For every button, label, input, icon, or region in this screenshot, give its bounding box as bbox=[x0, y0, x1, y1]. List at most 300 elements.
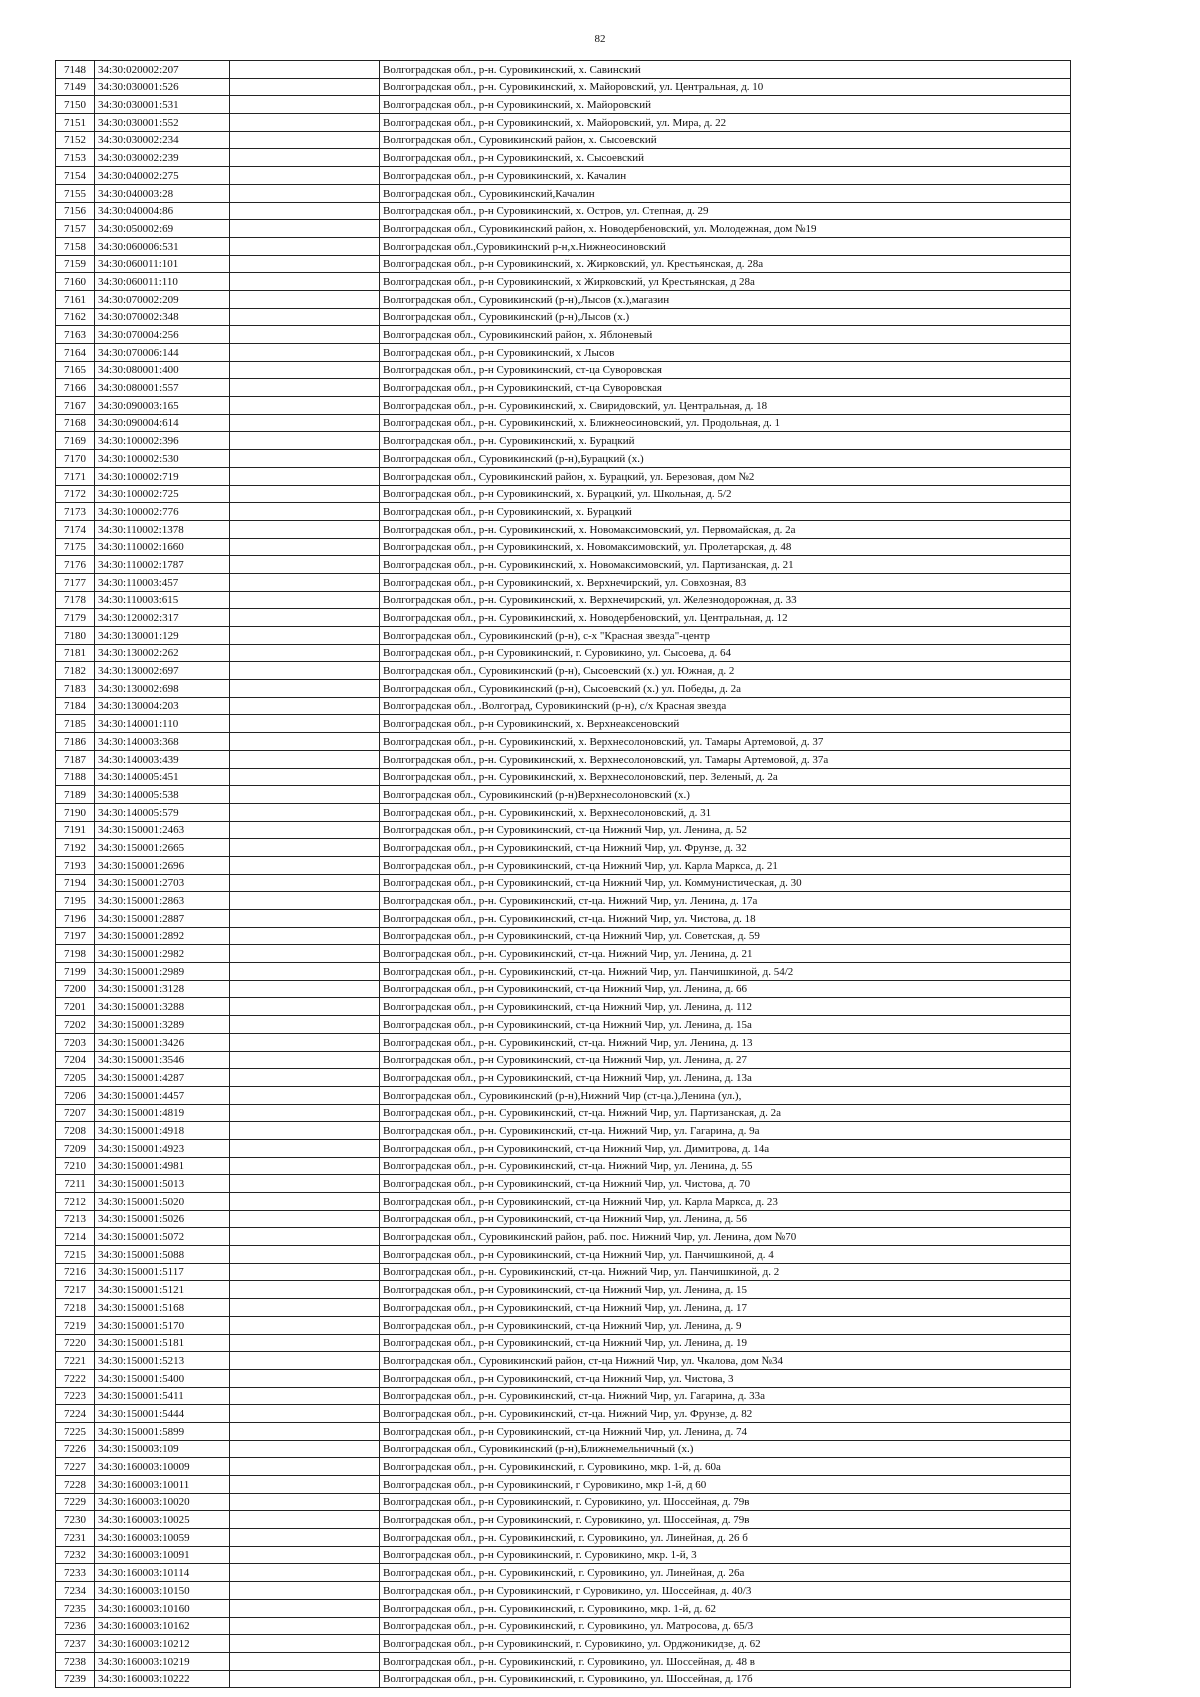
row-number-cell: 7153 bbox=[56, 149, 95, 167]
row-number-cell: 7203 bbox=[56, 1033, 95, 1051]
cadastral-number-cell: 34:30:150001:2696 bbox=[95, 856, 230, 874]
empty-cell bbox=[230, 573, 380, 591]
address-cell: Волгоградская обл., р-н Суровикинский, х. Верхнечирский, ул. Совхозная, 83 bbox=[380, 573, 1071, 591]
address-cell: Волгоградская обл., р-н Суровикинский, х. Майоровский bbox=[380, 96, 1071, 114]
table-row bbox=[56, 503, 1071, 521]
empty-cell bbox=[230, 1033, 380, 1051]
empty-cell bbox=[230, 1405, 380, 1423]
empty-cell bbox=[230, 821, 380, 839]
table-row bbox=[56, 114, 1071, 132]
cadastral-number-cell: 34:30:110002:1378 bbox=[95, 520, 230, 538]
address-cell: Волгоградская обл., р-н Суровикинский, ст-ца Нижний Чир, ул. Советская, д. 59 bbox=[380, 927, 1071, 945]
cadastral-number-cell: 34:30:070002:209 bbox=[95, 290, 230, 308]
address-cell: Волгоградская обл., р-н Суровикинский, ст-ца Нижний Чир, ул. Ленина, д. 112 bbox=[380, 998, 1071, 1016]
empty-cell bbox=[230, 503, 380, 521]
address-cell: Волгоградская обл., р-н. Суровикинский, г. Суровикино, мкр. 1-й, д. 60а bbox=[380, 1458, 1071, 1476]
empty-cell bbox=[230, 467, 380, 485]
table-row bbox=[56, 1582, 1071, 1600]
table-row bbox=[56, 1316, 1071, 1334]
address-cell: Волгоградская обл., р-н. Суровикинский, ст-ца. Нижний Чир, ул. Ленина, д. 21 bbox=[380, 945, 1071, 963]
row-number-cell: 7217 bbox=[56, 1281, 95, 1299]
address-cell: Волгоградская обл., р-н Суровикинский, ст-ца Нижний Чир, ул. Карла Маркса, д. 21 bbox=[380, 856, 1071, 874]
row-number-cell: 7192 bbox=[56, 839, 95, 857]
address-cell: Волгоградская обл., р-н Суровикинский, х Жирковский, ул Крестьянская, д 28а bbox=[380, 273, 1071, 291]
table-row bbox=[56, 697, 1071, 715]
address-cell: Волгоградская обл., р-н. Суровикинский, х. Верхнесолоновский, пер. Зеленый, д. 2а bbox=[380, 768, 1071, 786]
cadastral-number-cell: 34:30:050002:69 bbox=[95, 220, 230, 238]
row-number-cell: 7173 bbox=[56, 503, 95, 521]
address-cell: Волгоградская обл., р-н. Суровикинский, х. Савинский bbox=[380, 61, 1071, 79]
address-cell: Волгоградская обл., Суровикинский район, х. Яблоневый bbox=[380, 326, 1071, 344]
table-row bbox=[56, 1652, 1071, 1670]
cadastral-number-cell: 34:30:150001:2892 bbox=[95, 927, 230, 945]
empty-cell bbox=[230, 1334, 380, 1352]
empty-cell bbox=[230, 1599, 380, 1617]
table-row bbox=[56, 1670, 1071, 1688]
row-number-cell: 7170 bbox=[56, 450, 95, 468]
address-cell: Волгоградская обл., р-н Суровикинский, х Лысов bbox=[380, 344, 1071, 362]
row-number-cell: 7157 bbox=[56, 220, 95, 238]
empty-cell bbox=[230, 910, 380, 928]
cadastral-number-cell: 34:30:150001:4981 bbox=[95, 1157, 230, 1175]
cadastral-number-cell: 34:30:020002:207 bbox=[95, 61, 230, 79]
address-cell: Волгоградская обл., р-н. Суровикинский, г. Суровикино, ул. Линейная, д. 26а bbox=[380, 1564, 1071, 1582]
empty-cell bbox=[230, 1476, 380, 1494]
row-number-cell: 7197 bbox=[56, 927, 95, 945]
cadastral-number-cell: 34:30:160003:10091 bbox=[95, 1546, 230, 1564]
table-row bbox=[56, 662, 1071, 680]
row-number-cell: 7207 bbox=[56, 1104, 95, 1122]
address-cell: Волгоградская обл., р-н. Суровикинский, ст-ца. Нижний Чир, ул. Ленина, д. 17а bbox=[380, 892, 1071, 910]
row-number-cell: 7204 bbox=[56, 1051, 95, 1069]
address-cell: Волгоградская обл., р-н. Суровикинский, ст-ца. Нижний Чир, ул. Панчишкиной, д. 54/2 bbox=[380, 963, 1071, 981]
empty-cell bbox=[230, 856, 380, 874]
cadastral-number-cell: 34:30:130001:129 bbox=[95, 627, 230, 645]
table-row bbox=[56, 609, 1071, 627]
cadastral-number-cell: 34:30:160003:10011 bbox=[95, 1476, 230, 1494]
address-cell: Волгоградская обл., р-н. Суровикинский, х. Ближнеосиновский, ул. Продольная, д. 1 bbox=[380, 414, 1071, 432]
address-cell: Волгоградская обл., р-н Суровикинский, ст-ца Суворовская bbox=[380, 379, 1071, 397]
registry-body bbox=[56, 61, 1071, 1688]
table-row bbox=[56, 963, 1071, 981]
table-row bbox=[56, 591, 1071, 609]
cadastral-number-cell: 34:30:150001:5020 bbox=[95, 1193, 230, 1211]
empty-cell bbox=[230, 255, 380, 273]
cadastral-number-cell: 34:30:150001:5170 bbox=[95, 1316, 230, 1334]
table-row bbox=[56, 874, 1071, 892]
cadastral-number-cell: 34:30:030002:234 bbox=[95, 131, 230, 149]
table-row bbox=[56, 308, 1071, 326]
row-number-cell: 7213 bbox=[56, 1210, 95, 1228]
address-cell: Волгоградская обл., р-н Суровикинский, г Суровикино, ул. Шоссейная, д. 40/3 bbox=[380, 1582, 1071, 1600]
cadastral-number-cell: 34:30:150001:4918 bbox=[95, 1122, 230, 1140]
address-cell: Волгоградская обл., р-н Суровикинский, х. Остров, ул. Степная, д. 29 bbox=[380, 202, 1071, 220]
address-cell: Волгоградская обл.,Суровикинский р-н,х.Нижнеосиновский bbox=[380, 237, 1071, 255]
cadastral-number-cell: 34:30:150001:5013 bbox=[95, 1175, 230, 1193]
empty-cell bbox=[230, 556, 380, 574]
row-number-cell: 7230 bbox=[56, 1511, 95, 1529]
empty-cell bbox=[230, 1104, 380, 1122]
empty-cell bbox=[230, 839, 380, 857]
address-cell: Волгоградская обл., р-н Суровикинский, ст-ца Нижний Чир, ул. Ленина, д. 19 bbox=[380, 1334, 1071, 1352]
table-row bbox=[56, 1263, 1071, 1281]
cadastral-number-cell: 34:30:150001:5213 bbox=[95, 1352, 230, 1370]
empty-cell bbox=[230, 662, 380, 680]
cadastral-number-cell: 34:30:100002:776 bbox=[95, 503, 230, 521]
cadastral-number-cell: 34:30:110002:1660 bbox=[95, 538, 230, 556]
table-row bbox=[56, 680, 1071, 698]
row-number-cell: 7184 bbox=[56, 697, 95, 715]
address-cell: Волгоградская обл., р-н Суровикинский, ст-ца Нижний Чир, ул. Карла Маркса, д. 23 bbox=[380, 1193, 1071, 1211]
table-row bbox=[56, 910, 1071, 928]
table-row bbox=[56, 96, 1071, 114]
cadastral-number-cell: 34:30:150001:2887 bbox=[95, 910, 230, 928]
row-number-cell: 7225 bbox=[56, 1422, 95, 1440]
empty-cell bbox=[230, 591, 380, 609]
empty-cell bbox=[230, 1670, 380, 1688]
table-row bbox=[56, 786, 1071, 804]
cadastral-number-cell: 34:30:150001:3288 bbox=[95, 998, 230, 1016]
address-cell: Волгоградская обл., р-н Суровикинский, ст-ца Нижний Чир, ул. Ленина, д. 52 bbox=[380, 821, 1071, 839]
table-row bbox=[56, 255, 1071, 273]
empty-cell bbox=[230, 290, 380, 308]
table-row bbox=[56, 1210, 1071, 1228]
row-number-cell: 7195 bbox=[56, 892, 95, 910]
row-number-cell: 7223 bbox=[56, 1387, 95, 1405]
empty-cell bbox=[230, 803, 380, 821]
row-number-cell: 7169 bbox=[56, 432, 95, 450]
row-number-cell: 7158 bbox=[56, 237, 95, 255]
address-cell: Волгоградская обл., р-н. Суровикинский, г. Суровикино, ул. Шоссейная, д. 48 в bbox=[380, 1652, 1071, 1670]
empty-cell bbox=[230, 344, 380, 362]
row-number-cell: 7177 bbox=[56, 573, 95, 591]
empty-cell bbox=[230, 1582, 380, 1600]
empty-cell bbox=[230, 202, 380, 220]
row-number-cell: 7227 bbox=[56, 1458, 95, 1476]
address-cell: Волгоградская обл., р-н. Суровикинский, х. Майоровский, ул. Центральная, д. 10 bbox=[380, 78, 1071, 96]
cadastral-number-cell: 34:30:150001:5168 bbox=[95, 1299, 230, 1317]
address-cell: Волгоградская обл., Суровикинский (р-н), с-х "Красная звезда"-центр bbox=[380, 627, 1071, 645]
cadastral-number-cell: 34:30:150001:2863 bbox=[95, 892, 230, 910]
cadastral-number-cell: 34:30:150001:5411 bbox=[95, 1387, 230, 1405]
empty-cell bbox=[230, 963, 380, 981]
table-row bbox=[56, 750, 1071, 768]
address-cell: Волгоградская обл., р-н Суровикинский, ст-ца Нижний Чир, ул. Ленина, д. 15а bbox=[380, 1016, 1071, 1034]
row-number-cell: 7166 bbox=[56, 379, 95, 397]
row-number-cell: 7234 bbox=[56, 1582, 95, 1600]
empty-cell bbox=[230, 220, 380, 238]
empty-cell bbox=[230, 1352, 380, 1370]
cadastral-number-cell: 34:30:110002:1787 bbox=[95, 556, 230, 574]
empty-cell bbox=[230, 1529, 380, 1547]
row-number-cell: 7167 bbox=[56, 397, 95, 415]
table-row bbox=[56, 1369, 1071, 1387]
address-cell: Волгоградская обл., р-н. Суровикинский, ст-ца. Нижний Чир, ул. Ленина, д. 13 bbox=[380, 1033, 1071, 1051]
address-cell: Волгоградская обл., р-н. Суровикинский, х. Верхнесолоновский, ул. Тамары Артемовой, д. 37 bbox=[380, 733, 1071, 751]
empty-cell bbox=[230, 1175, 380, 1193]
table-row bbox=[56, 1299, 1071, 1317]
empty-cell bbox=[230, 1157, 380, 1175]
table-row bbox=[56, 1635, 1071, 1653]
address-cell: Волгоградская обл., р-н. Суровикинский, х. Верхнесолоновский, д. 31 bbox=[380, 803, 1071, 821]
row-number-cell: 7176 bbox=[56, 556, 95, 574]
cadastral-number-cell: 34:30:070004:256 bbox=[95, 326, 230, 344]
address-cell: Волгоградская обл., Суровикинский (р-н)Верхнесолоновский (х.) bbox=[380, 786, 1071, 804]
cadastral-number-cell: 34:30:150001:4819 bbox=[95, 1104, 230, 1122]
address-cell: Волгоградская обл., р-н Суровикинский, г. Суровикино, ул. Сысоева, д. 64 bbox=[380, 644, 1071, 662]
cadastral-number-cell: 34:30:030002:239 bbox=[95, 149, 230, 167]
table-row bbox=[56, 1458, 1071, 1476]
table-row bbox=[56, 1051, 1071, 1069]
row-number-cell: 7194 bbox=[56, 874, 95, 892]
table-row bbox=[56, 237, 1071, 255]
table-row bbox=[56, 856, 1071, 874]
cadastral-number-cell: 34:30:090004:614 bbox=[95, 414, 230, 432]
row-number-cell: 7222 bbox=[56, 1369, 95, 1387]
cadastral-number-cell: 34:30:060006:531 bbox=[95, 237, 230, 255]
address-cell: Волгоградская обл., Суровикинский (р-н), Сысоевский (х.) ул. Победы, д. 2а bbox=[380, 680, 1071, 698]
row-number-cell: 7171 bbox=[56, 467, 95, 485]
row-number-cell: 7224 bbox=[56, 1405, 95, 1423]
table-row bbox=[56, 1599, 1071, 1617]
empty-cell bbox=[230, 1246, 380, 1264]
empty-cell bbox=[230, 1210, 380, 1228]
cadastral-number-cell: 34:30:150001:3426 bbox=[95, 1033, 230, 1051]
cadastral-number-cell: 34:30:150001:4287 bbox=[95, 1069, 230, 1087]
empty-cell bbox=[230, 927, 380, 945]
cadastral-number-cell: 34:30:150001:2982 bbox=[95, 945, 230, 963]
address-cell: Волгоградская обл., р-н. Суровикинский, ст-ца. Нижний Чир, ул. Партизанская, д. 2а bbox=[380, 1104, 1071, 1122]
cadastral-number-cell: 34:30:140003:439 bbox=[95, 750, 230, 768]
row-number-cell: 7231 bbox=[56, 1529, 95, 1547]
empty-cell bbox=[230, 998, 380, 1016]
row-number-cell: 7161 bbox=[56, 290, 95, 308]
row-number-cell: 7211 bbox=[56, 1175, 95, 1193]
table-row bbox=[56, 131, 1071, 149]
address-cell: Волгоградская обл., р-н Суровикинский, х. Новомаксимовский, ул. Пролетарская, д. 48 bbox=[380, 538, 1071, 556]
empty-cell bbox=[230, 61, 380, 79]
table-row bbox=[56, 78, 1071, 96]
empty-cell bbox=[230, 680, 380, 698]
cadastral-number-cell: 34:30:140001:110 bbox=[95, 715, 230, 733]
row-number-cell: 7191 bbox=[56, 821, 95, 839]
table-row bbox=[56, 715, 1071, 733]
address-cell: Волгоградская обл., р-н. Суровикинский, ст-ца. Нижний Чир, ул. Ленина, д. 55 bbox=[380, 1157, 1071, 1175]
row-number-cell: 7200 bbox=[56, 980, 95, 998]
cadastral-number-cell: 34:30:070006:144 bbox=[95, 344, 230, 362]
address-cell: Волгоградская обл., р-н Суровикинский, ст-ца Нижний Чир, ул. Ленина, д. 27 bbox=[380, 1051, 1071, 1069]
address-cell: Волгоградская обл., р-н Суровикинский, х. Сысоевский bbox=[380, 149, 1071, 167]
table-row bbox=[56, 361, 1071, 379]
empty-cell bbox=[230, 1016, 380, 1034]
row-number-cell: 7219 bbox=[56, 1316, 95, 1334]
row-number-cell: 7162 bbox=[56, 308, 95, 326]
table-row bbox=[56, 556, 1071, 574]
cadastral-number-cell: 34:30:040002:275 bbox=[95, 167, 230, 185]
cadastral-number-cell: 34:30:120002:317 bbox=[95, 609, 230, 627]
row-number-cell: 7189 bbox=[56, 786, 95, 804]
cadastral-number-cell: 34:30:130004:203 bbox=[95, 697, 230, 715]
cadastral-number-cell: 34:30:150001:2665 bbox=[95, 839, 230, 857]
address-cell: Волгоградская обл., р-н. Суровикинский, ст-ца. Нижний Чир, ул. Фрунзе, д. 82 bbox=[380, 1405, 1071, 1423]
empty-cell bbox=[230, 326, 380, 344]
cadastral-number-cell: 34:30:080001:557 bbox=[95, 379, 230, 397]
row-number-cell: 7152 bbox=[56, 131, 95, 149]
address-cell: Волгоградская обл., р-н Суровикинский, ст-ца Нижний Чир, ул. Чистова, д. 70 bbox=[380, 1175, 1071, 1193]
empty-cell bbox=[230, 1635, 380, 1653]
cadastral-number-cell: 34:30:160003:10114 bbox=[95, 1564, 230, 1582]
empty-cell bbox=[230, 1122, 380, 1140]
empty-cell bbox=[230, 308, 380, 326]
empty-cell bbox=[230, 1139, 380, 1157]
cadastral-number-cell: 34:30:110003:615 bbox=[95, 591, 230, 609]
row-number-cell: 7228 bbox=[56, 1476, 95, 1494]
table-row bbox=[56, 1546, 1071, 1564]
table-row bbox=[56, 290, 1071, 308]
empty-cell bbox=[230, 167, 380, 185]
row-number-cell: 7186 bbox=[56, 733, 95, 751]
empty-cell bbox=[230, 1316, 380, 1334]
address-cell: Волгоградская обл., Суровикинский район, раб. пос. Нижний Чир, ул. Ленина, дом №70 bbox=[380, 1228, 1071, 1246]
table-row bbox=[56, 945, 1071, 963]
row-number-cell: 7159 bbox=[56, 255, 95, 273]
address-cell: Волгоградская обл., р-н Суровикинский, г Суровикино, мкр 1-й, д 60 bbox=[380, 1476, 1071, 1494]
address-cell: Волгоградская обл., р-н Суровикинский, ст-ца Нижний Чир, ул. Ленина, д. 66 bbox=[380, 980, 1071, 998]
table-row bbox=[56, 1405, 1071, 1423]
empty-cell bbox=[230, 1369, 380, 1387]
empty-cell bbox=[230, 697, 380, 715]
empty-cell bbox=[230, 184, 380, 202]
row-number-cell: 7178 bbox=[56, 591, 95, 609]
address-cell: Волгоградская обл., р-н Суровикинский, г. Суровикино, мкр. 1-й, 3 bbox=[380, 1546, 1071, 1564]
table-row bbox=[56, 1476, 1071, 1494]
cadastral-number-cell: 34:30:130002:697 bbox=[95, 662, 230, 680]
row-number-cell: 7235 bbox=[56, 1599, 95, 1617]
table-row bbox=[56, 202, 1071, 220]
row-number-cell: 7180 bbox=[56, 627, 95, 645]
address-cell: Волгоградская обл., Суровикинский (р-н),Лысов (х.) bbox=[380, 308, 1071, 326]
address-cell: Волгоградская обл., р-н Суровикинский, ст-ца Нижний Чир, ул. Ленина, д. 13а bbox=[380, 1069, 1071, 1087]
cadastral-number-cell: 34:30:160003:10160 bbox=[95, 1599, 230, 1617]
address-cell: Волгоградская обл., Суровикинский (р-н), Сысоевский (х.) ул. Южная, д. 2 bbox=[380, 662, 1071, 680]
address-cell: Волгоградская обл., Суровикинский район, х. Новодербеновский, ул. Молодежная, дом №19 bbox=[380, 220, 1071, 238]
table-row bbox=[56, 1511, 1071, 1529]
empty-cell bbox=[230, 1458, 380, 1476]
address-cell: Волгоградская обл., р-н. Суровикинский, ст-ца. Нижний Чир, ул. Гагарина, д. 9а bbox=[380, 1122, 1071, 1140]
address-cell: Волгоградская обл., Суровикинский,Качалин bbox=[380, 184, 1071, 202]
row-number-cell: 7208 bbox=[56, 1122, 95, 1140]
table-row bbox=[56, 520, 1071, 538]
address-cell: Волгоградская обл., р-н Суровикинский, г. Суровикино, ул. Шоссейная, д. 79в bbox=[380, 1511, 1071, 1529]
row-number-cell: 7155 bbox=[56, 184, 95, 202]
page-number: 82 bbox=[594, 33, 606, 45]
cadastral-number-cell: 34:30:100002:725 bbox=[95, 485, 230, 503]
address-cell: Волгоградская обл., р-н Суровикинский, ст-ца Нижний Чир, ул. Ленина, д. 15 bbox=[380, 1281, 1071, 1299]
cadastral-number-cell: 34:30:140003:368 bbox=[95, 733, 230, 751]
empty-cell bbox=[230, 768, 380, 786]
table-row bbox=[56, 379, 1071, 397]
address-cell: Волгоградская обл., р-н. Суровикинский, х. Новомаксимовский, ул. Первомайская, д. 2а bbox=[380, 520, 1071, 538]
table-row bbox=[56, 803, 1071, 821]
row-number-cell: 7148 bbox=[56, 61, 95, 79]
empty-cell bbox=[230, 1511, 380, 1529]
cadastral-number-cell: 34:30:030001:526 bbox=[95, 78, 230, 96]
empty-cell bbox=[230, 644, 380, 662]
row-number-cell: 7236 bbox=[56, 1617, 95, 1635]
address-cell: Волгоградская обл., Суровикинский (р-н),Бурацкий (х.) bbox=[380, 450, 1071, 468]
empty-cell bbox=[230, 149, 380, 167]
table-row bbox=[56, 1139, 1071, 1157]
row-number-cell: 7187 bbox=[56, 750, 95, 768]
address-cell: Волгоградская обл., р-н Суровикинский, ст-ца Нижний Чир, ул. Ленина, д. 74 bbox=[380, 1422, 1071, 1440]
table-row bbox=[56, 167, 1071, 185]
empty-cell bbox=[230, 273, 380, 291]
table-row bbox=[56, 149, 1071, 167]
cadastral-number-cell: 34:30:150001:3128 bbox=[95, 980, 230, 998]
row-number-cell: 7233 bbox=[56, 1564, 95, 1582]
empty-cell bbox=[230, 1493, 380, 1511]
table-row bbox=[56, 414, 1071, 432]
table-row bbox=[56, 839, 1071, 857]
cadastral-number-cell: 34:30:160003:10222 bbox=[95, 1670, 230, 1688]
table-row bbox=[56, 538, 1071, 556]
cadastral-number-cell: 34:30:100002:719 bbox=[95, 467, 230, 485]
cadastral-number-cell: 34:30:150001:5088 bbox=[95, 1246, 230, 1264]
cadastral-number-cell: 34:30:150001:4923 bbox=[95, 1139, 230, 1157]
cadastral-number-cell: 34:30:150001:2463 bbox=[95, 821, 230, 839]
table-row bbox=[56, 467, 1071, 485]
table-row bbox=[56, 980, 1071, 998]
row-number-cell: 7226 bbox=[56, 1440, 95, 1458]
table-row bbox=[56, 1352, 1071, 1370]
table-row bbox=[56, 184, 1071, 202]
empty-cell bbox=[230, 1069, 380, 1087]
cadastral-number-cell: 34:30:160003:10212 bbox=[95, 1635, 230, 1653]
cadastral-number-cell: 34:30:150001:5121 bbox=[95, 1281, 230, 1299]
row-number-cell: 7206 bbox=[56, 1086, 95, 1104]
cadastral-number-cell: 34:30:160003:10020 bbox=[95, 1493, 230, 1511]
cadastral-number-cell: 34:30:160003:10162 bbox=[95, 1617, 230, 1635]
empty-cell bbox=[230, 485, 380, 503]
table-row bbox=[56, 733, 1071, 751]
cadastral-number-cell: 34:30:140005:538 bbox=[95, 786, 230, 804]
address-cell: Волгоградская обл., Суровикинский (р-н),Ближнемельничный (х.) bbox=[380, 1440, 1071, 1458]
table-row bbox=[56, 1564, 1071, 1582]
empty-cell bbox=[230, 892, 380, 910]
cadastral-number-cell: 34:30:160003:10150 bbox=[95, 1582, 230, 1600]
table-row bbox=[56, 1493, 1071, 1511]
row-number-cell: 7154 bbox=[56, 167, 95, 185]
row-number-cell: 7156 bbox=[56, 202, 95, 220]
address-cell: Волгоградская обл., р-н Суровикинский, ст-ца Нижний Чир, ул. Ленина, д. 9 bbox=[380, 1316, 1071, 1334]
empty-cell bbox=[230, 520, 380, 538]
cadastral-number-cell: 34:30:150001:5072 bbox=[95, 1228, 230, 1246]
cadastral-number-cell: 34:30:060011:110 bbox=[95, 273, 230, 291]
address-cell: Волгоградская обл., р-н Суровикинский, ст-ца Нижний Чир, ул. Панчишкиной, д. 4 bbox=[380, 1246, 1071, 1264]
table-row bbox=[56, 1529, 1071, 1547]
cadastral-number-cell: 34:30:130002:698 bbox=[95, 680, 230, 698]
empty-cell bbox=[230, 980, 380, 998]
table-row bbox=[56, 450, 1071, 468]
address-cell: Волгоградская обл., р-н Суровикинский, х. Бурацкий, ул. Школьная, д. 5/2 bbox=[380, 485, 1071, 503]
cadastral-number-cell: 34:30:150001:5899 bbox=[95, 1422, 230, 1440]
row-number-cell: 7183 bbox=[56, 680, 95, 698]
empty-cell bbox=[230, 1299, 380, 1317]
row-number-cell: 7202 bbox=[56, 1016, 95, 1034]
row-number-cell: 7149 bbox=[56, 78, 95, 96]
address-cell: Волгоградская обл., р-н Суровикинский, х. Верхнеаксеновский bbox=[380, 715, 1071, 733]
address-cell: Волгоградская обл., р-н Суровикинский, ст-ца Нижний Чир, ул. Фрунзе, д. 32 bbox=[380, 839, 1071, 857]
